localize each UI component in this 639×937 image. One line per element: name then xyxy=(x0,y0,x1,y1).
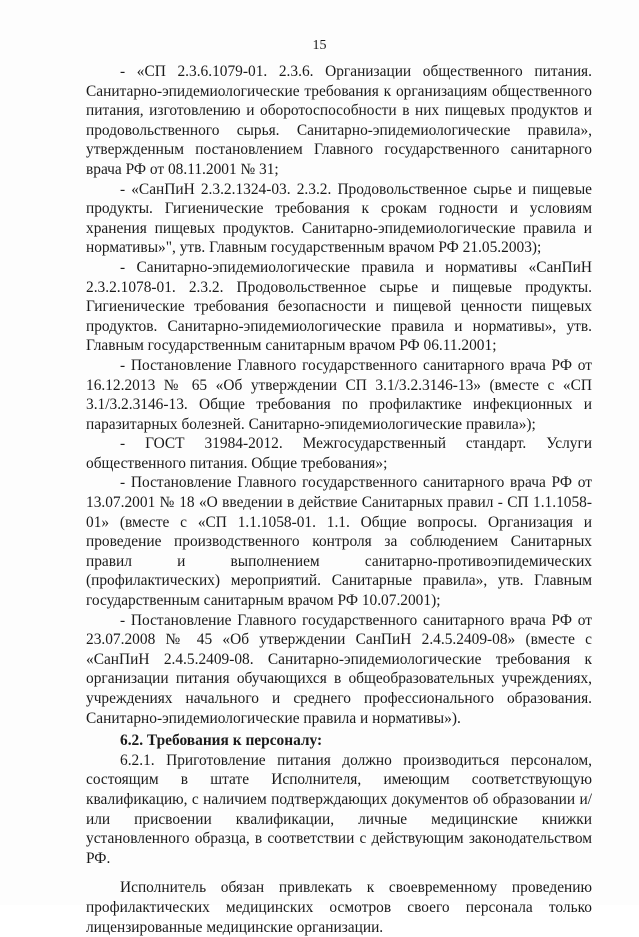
section-heading: 6.2. Требования к персоналу: xyxy=(120,732,323,750)
section-paragraph-medical-exams: Исполнитель обязан привлекать к своевременному проведению профилактических медицинских осмотров своего персонала только лицензированные медицинские организации. xyxy=(86,879,592,936)
regulation-item-sanpin-2-4-5-2409: - Постановление Главного государственного санитарного врача РФ от 23.07.2008 № 45 «Об утверждении СанПиН 2.4.5.2409-08» (вместе с «СанПиН 2.4.5.2409-08. Санитарно-эпидемиологические требования к организации питания обучающихся в общеобразовательных учреждениях, учреждениях начального и среднего профессионального образования. Санитарно-эпидемиологические правила и нормативы»). xyxy=(86,611,592,727)
document-body xyxy=(86,62,592,937)
page-number: 15 xyxy=(312,38,327,53)
regulation-item-sp-1-1-1058: - Постановление Главного государственного санитарного врача РФ от 13.07.2001 № 18 «О введении в действие Санитарных правил - СП 1.1.1058-01» (вместе с «СП 1.1.1058-01. 1.1. Общие вопросы. Организация и проведение производственного контроля за соблюдением Санитарных правил и выполнением санитарно-противоэпидемических (профилактических) мероприятий. Санитарные правила», утв. Главным государственным санитарным врачом РФ 10.07.2001); xyxy=(86,474,592,610)
regulation-item-sp-2-3-6-1079: - «СП 2.3.6.1079-01. 2.3.6. Организации общественного питания. Санитарно-эпидемиологические требования к организациям общественного питания, изготовлению и оборотоспособности в них пищевых продуктов и продовольственного сырья. Санитарно-эпидемиологические правила», утвержденным постановлением Главного государственного санитарного врача РФ от 08.11.2001 № 31; xyxy=(86,63,592,178)
regulation-item-sanpin-2-3-2-1324: - «СанПиН 2.3.2.1324-03. 2.3.2. Продовольственное сырье и пищевые продукты. Гигиенические требования к срокам годности и условиям хранения пищевых продуктов. Санитарно-эпидемиологические правила и нормативы»", утв. Главным государственным врачом РФ 21.05.2003); xyxy=(86,180,592,257)
regulation-item-gost-31984: - ГОСТ 31984-2012. Межгосударственный стандарт. Услуги общественного питания. Общие требования»; xyxy=(86,435,592,472)
regulation-item-sp-3-1-3-2-3146: - Постановление Главного государственного санитарного врача РФ от 16.12.2013 № 65 «Об утверждении СП 3.1/3.2.3146-13» (вместе с «СП 3.1/3.2.3146-13. Общие требования по профилактике инфекционных и паразитарных болезней. Санитарно-эпидемиологические правила»); xyxy=(86,356,592,433)
section-paragraph-6-2-1: 6.2.1. Приготовление питания должно производиться персоналом, состоящим в штате Исполнителя, имеющим соответствующую квалификацию, с наличием подтверждающих документов об образовании и/или присвоении квалификации, личные медицинские книжки установленного образца, в соответствии с действующим законодательством РФ. xyxy=(86,751,592,867)
regulation-item-sanpin-2-3-2-1078: - Санитарно-эпидемиологические правила и нормативы «СанПиН 2.3.2.1078-01. 2.3.2. Продовольственное сырье и пищевые продукты. Гигиенические требования безопасности и пищевой ценности пищевых продуктов. Санитарно-эпидемиологические правила и нормативы», утв. Главным государственным санитарным врачом РФ 06.11.2001; xyxy=(86,258,592,355)
